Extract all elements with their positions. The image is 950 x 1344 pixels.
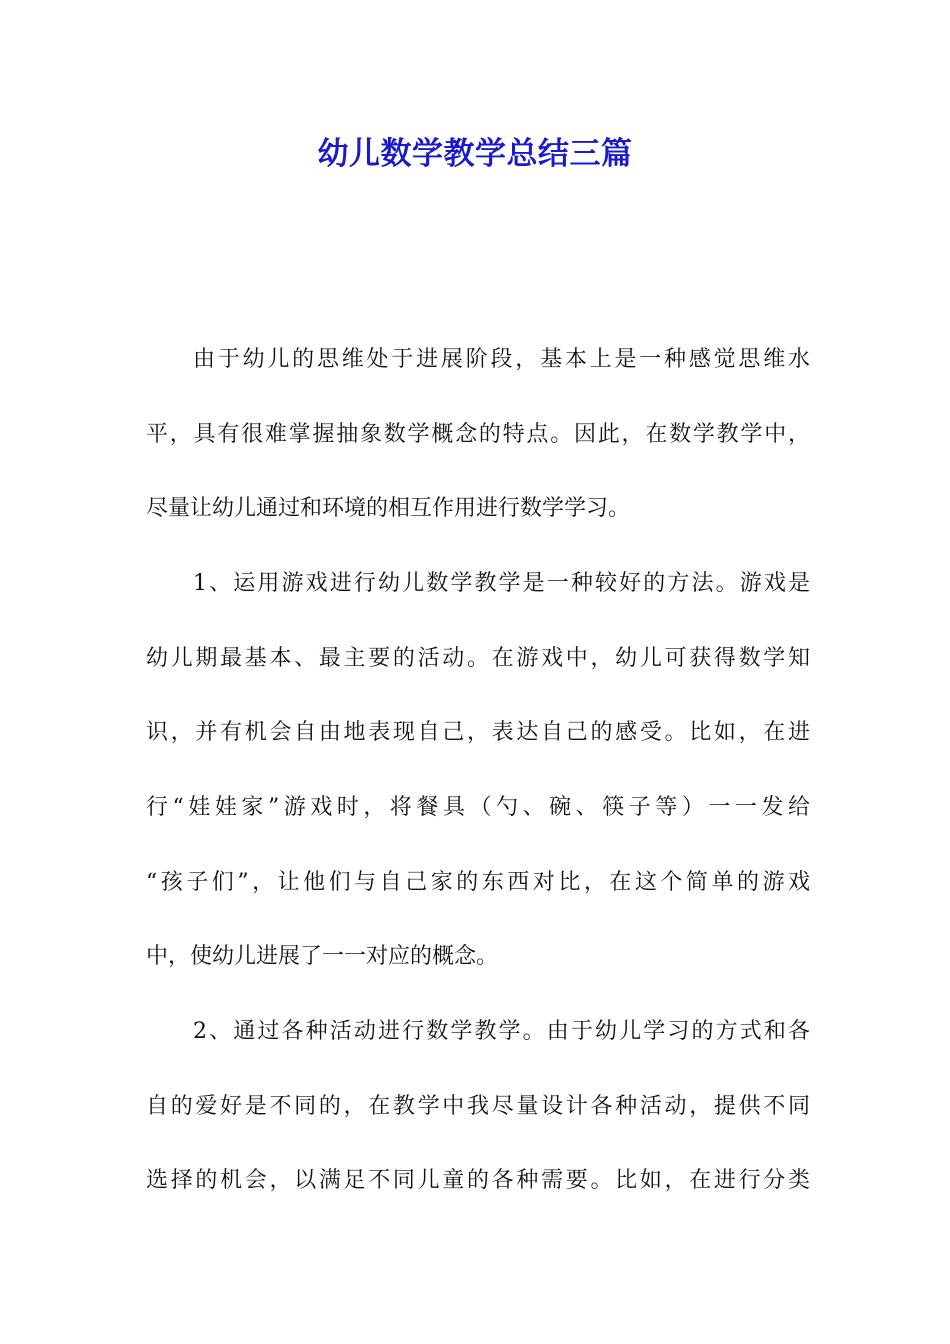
paragraph-line: 尽量让幼儿通过和环境的相互作用进行数学学习。 [146, 496, 631, 521]
paragraph-line: 自的爱好是不同的，在教学中我尽量设计各种活动，提供不同 [146, 1094, 810, 1119]
paragraph-line: 幼儿期最基本、最主要的活动。在游戏中，幼儿可获得数学知 [146, 646, 810, 671]
document-title: 幼儿数学教学总结三篇 [317, 136, 633, 172]
paragraph-line: 选择的机会，以满足不同儿童的各种需要。比如，在进行分类 [146, 1168, 810, 1193]
paragraph-line: 由于幼儿的思维处于进展阶段，基本上是一种感觉思维水 [193, 347, 810, 372]
paragraph-line: 识，并有机会自由地表现自己，表达自己的感受。比如，在进 [146, 720, 810, 745]
paragraph-line: 2、通过各种活动进行数学教学。由于幼儿学习的方式和各 [193, 1019, 810, 1044]
paragraph-line: “孩子们”，让他们与自己家的东西对比，在这个简单的游戏 [146, 870, 810, 895]
paragraph-line: 中，使幼儿进展了一一对应的概念。 [146, 944, 499, 969]
paragraph-line: 1、运用游戏进行幼儿数学教学是一种较好的方法。游戏是 [193, 571, 810, 596]
paragraph-line: 行“娃娃家”游戏时，将餐具（勺、碗、筷子等）一一发给 [146, 795, 810, 820]
paragraph-line: 平，具有很难掌握抽象数学概念的特点。因此，在数学教学中， [146, 422, 810, 447]
